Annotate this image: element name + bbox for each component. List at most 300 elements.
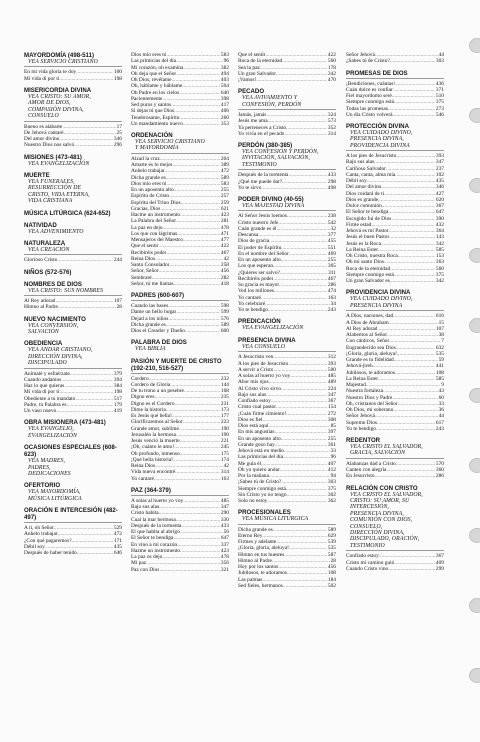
hymn-number: 398 — [220, 95, 229, 102]
section-heading: ORACIÓN E INTERCESIÓN (482-497) — [24, 507, 118, 522]
cross-reference: DEDICACIONES — [28, 470, 71, 477]
index-section — [24, 316, 122, 336]
hymn-title: Hazme un instrumento — [131, 547, 181, 554]
leader-dots — [174, 281, 220, 287]
binder-hole — [469, 458, 480, 473]
index-section — [24, 482, 122, 502]
binder-hole — [469, 668, 480, 683]
hymn-title: Tenebrosame, Espíritu — [131, 114, 180, 121]
hymn-title: Canten con alegría — [346, 467, 387, 474]
hymn-title: Oh, háblame y háblame — [131, 83, 183, 90]
hymn-title: Recibiréis poder — [131, 249, 167, 256]
hymn-number: 616 — [435, 313, 444, 320]
hymn-number: 347 — [327, 391, 336, 398]
cross-reference: VEA CRISTO: SUS NOMBRES — [28, 287, 104, 294]
hymn-number: 441 — [435, 363, 444, 370]
hymn-title: ¿Qué me puede dar? — [238, 178, 283, 185]
cross-reference: VEA CREACIÓN — [28, 246, 70, 253]
hymn-title: Himno al Padre — [238, 557, 272, 564]
hymn-number: 467 — [327, 275, 336, 282]
hymn-title: Siempre conmigo está — [238, 485, 286, 492]
hymn-number: 432 — [435, 221, 444, 228]
hymn-number: 286 — [327, 282, 336, 289]
hymn-title: ¡Gloria, gloria, aleluya! — [238, 545, 289, 552]
cross-reference: VEA MAJESTAD DIVINA — [242, 203, 305, 210]
hymn-title: Oh Padre en los cielos — [131, 89, 180, 96]
heading-rule — [238, 210, 336, 211]
hymn-title: Es Jesús qué bella! — [131, 413, 172, 420]
hymn-number: 456 — [220, 268, 229, 275]
hymn-number: 377 — [327, 232, 336, 239]
heading-rule — [131, 495, 229, 496]
hymn-entry — [131, 328, 229, 334]
hymn-title: Del amor divino — [346, 184, 382, 191]
leader-dots — [283, 583, 327, 589]
hymn-number: 321 — [220, 566, 229, 573]
hymn-number: 25 — [116, 129, 122, 136]
hymn-title: A ti, oh Señor — [24, 525, 54, 532]
hymn-title: El que habita al abrigo — [131, 529, 180, 536]
hymn-number: 108 — [435, 369, 444, 376]
hymn-number: 585 — [435, 246, 444, 253]
hymn-title: Canta, canta, alma mía — [346, 171, 396, 178]
hymn-number: 198 — [113, 75, 122, 82]
hymn-entry — [346, 426, 444, 432]
hymn-number: 168 — [220, 388, 229, 395]
hymn-title: Hoy por los santos — [238, 564, 279, 571]
cross-reference: PROVIDENCIA DIVINA — [350, 142, 410, 149]
hymn-title: La paz en dejo — [131, 224, 163, 231]
cross-reference: VEA CRISTO EL SALVADOR, — [350, 491, 423, 498]
hymn-title: Anhelo trabajar — [131, 168, 165, 175]
hymn-number: 173 — [220, 406, 229, 413]
hymn-number: 471 — [220, 230, 229, 237]
hymn-number: 504 — [220, 83, 229, 90]
hymn-title: En un aposento alto — [131, 187, 174, 194]
index-section — [131, 132, 229, 287]
hymn-number: 477 — [220, 237, 229, 244]
index-section — [24, 240, 122, 264]
hymn-number: 299 — [435, 565, 444, 572]
leader-dots — [57, 257, 113, 263]
cross-reference: VEA MÚSICA LITÚRGICA — [242, 516, 309, 523]
hymn-title: A los pies de Jesucristo — [346, 153, 397, 160]
index-section — [131, 292, 229, 334]
hymn-number: 367 — [327, 398, 336, 404]
leader-dots — [74, 142, 113, 148]
hymn-title: Ved los millones — [238, 288, 274, 295]
hymn-title: Un día Cristo volverá — [346, 111, 393, 118]
hymn-title: Ahor mis ojos — [238, 379, 269, 386]
hymn-title: Digno eres — [131, 394, 155, 401]
hymn-title: Cariñoso Salvador — [346, 165, 386, 172]
heading-rule — [346, 550, 444, 551]
hymn-title: Un gran Salvador es — [346, 278, 390, 285]
hymn-number: 175 — [220, 450, 229, 457]
hymn-number: 389 — [220, 162, 229, 169]
hymn-title: Jerusalén la hermosa — [131, 431, 176, 438]
hymn-number: 390 — [435, 215, 444, 222]
hymn-number: 367 — [435, 203, 444, 210]
heading-rule — [346, 150, 444, 151]
hymn-title: Pacientemente — [131, 95, 163, 102]
hymn-title: Espíritu de Cristo — [131, 193, 170, 200]
hymn-entry — [24, 142, 122, 148]
binder-hole — [469, 178, 480, 193]
cross-reference: RESURRECCIÓN DE — [28, 185, 82, 192]
heading-rule — [238, 169, 336, 170]
cross-reference: VEA BIBLIA — [135, 346, 166, 353]
hymn-title: Engrandecido sea Dios — [346, 344, 396, 351]
hymn-title: Glorioso Cristo — [24, 257, 58, 264]
hymn-number: 494 — [220, 70, 229, 77]
hymn-title: Dicha grande es — [131, 321, 166, 328]
cross-reference: INTERCESIÓN, — [350, 504, 390, 511]
section-heading: OBEDIENCIA — [24, 340, 63, 348]
hymn-title: En un aposento alto — [238, 435, 281, 442]
hymn-number: 337 — [220, 541, 229, 548]
hymn-title: Débil soy — [346, 178, 367, 185]
heading-rule — [24, 522, 122, 523]
hymn-title: El Señor te bendiga — [131, 535, 174, 542]
hymn-title: Oh deja que el Señor — [131, 70, 177, 77]
hymn-title: Señor, tú me llamas — [131, 280, 174, 287]
hymn-number: 589 — [220, 174, 229, 181]
hymn-number: 231 — [220, 400, 229, 407]
hymn-number: 163 — [327, 294, 336, 301]
hymn-number: 245 — [220, 444, 229, 451]
hymn-title: Sembraré — [131, 274, 152, 281]
hymn-number: 576 — [220, 315, 229, 322]
hymn-title: Oh mi santo Dios — [346, 259, 384, 266]
hymn-number: 535 — [327, 545, 336, 552]
hymn-number: 585 — [435, 375, 444, 382]
hymn-entry — [131, 281, 229, 287]
section-heading: NATIVIDAD — [24, 221, 57, 229]
cross-reference: PADRES, — [28, 464, 51, 471]
hymn-title: Jubilosos, te adoramos — [346, 369, 395, 376]
hymn-title: Mi paz — [131, 560, 147, 567]
hymn-number: 407 — [327, 460, 336, 467]
leader-dots — [58, 304, 116, 310]
hymn-title: Fiel mayordomo seré — [346, 93, 392, 99]
hymn-title: Himno al Padre — [24, 304, 58, 311]
hymn-title: En mis angustias — [238, 429, 275, 436]
hymn-title: Después de la tormenta — [131, 522, 182, 529]
section-heading: OCASIONES ESPECIALES (608-623) — [24, 444, 117, 459]
index-section — [238, 142, 336, 191]
hymn-number: 59 — [438, 357, 444, 364]
cross-reference: TESTIMONIO — [350, 542, 385, 549]
hymn-number: 330 — [220, 516, 229, 523]
hymn-number: 371 — [435, 86, 444, 93]
hymn-number: 260 — [220, 114, 229, 121]
hymn-title: Amarte es lo mejor — [131, 162, 173, 169]
hymn-number: 44 — [438, 413, 444, 420]
hymn-title: Cordero — [131, 375, 149, 382]
hymn-number: 379 — [113, 370, 122, 377]
hymn-title: Al Rey adorad — [346, 325, 378, 332]
hymn-number: 102 — [435, 171, 444, 178]
leader-dots — [376, 426, 435, 432]
hymn-number: 478 — [220, 224, 229, 231]
hymn-title: Sed fieles, hermanos — [238, 582, 283, 589]
hymn-number: 108 — [327, 570, 336, 577]
hymn-number: 422 — [327, 52, 336, 58]
hymn-title: Débil soy — [24, 543, 45, 550]
hymn-title: Al Cristo vivo sirvo — [238, 385, 281, 392]
hymn-number: 362 — [327, 498, 336, 504]
hymn-number: 474 — [327, 288, 336, 295]
index-section — [24, 444, 122, 477]
heading-rule — [24, 368, 122, 369]
hymn-number: 583 — [220, 52, 229, 58]
hymn-title: Alzad la cruz — [131, 155, 160, 162]
hymn-number: 296 — [113, 142, 122, 149]
hymn-title: Siempre conmigo está — [346, 271, 394, 278]
hymn-title: Cristo mi camino guió — [346, 559, 395, 566]
hymn-number: 244 — [113, 257, 122, 264]
hymn-number: 42 — [223, 255, 229, 262]
index-column-1 — [24, 52, 122, 561]
index-section — [24, 269, 122, 276]
section-heading: PALABRA DE DIOS — [131, 339, 187, 347]
binder-hole — [469, 318, 480, 333]
hymn-title: Solo no estoy — [238, 498, 268, 504]
hymn-number: 500 — [327, 366, 336, 373]
index-section — [131, 52, 229, 127]
hymn-number: 38 — [438, 332, 444, 339]
leader-dots — [388, 566, 435, 572]
hymn-title: Roca de la eternidad — [238, 58, 283, 65]
hymn-title: Bajo sus alas — [131, 504, 160, 511]
cross-reference: VEA MADRES, — [28, 458, 66, 465]
hymn-number: 60 — [438, 394, 444, 401]
hymn-number: 171 — [113, 537, 122, 544]
hymn-title: A solas al huerto yo voy — [238, 373, 291, 379]
hymn-entry — [131, 476, 229, 482]
hymn-title: La paz os dejo — [131, 554, 163, 561]
hymn-number: 237 — [435, 165, 444, 172]
hymn-title: El Señor te bendiga — [346, 209, 389, 216]
hymn-title: Recibiréis poder — [238, 275, 274, 282]
hymn-title: Reina Dios — [131, 463, 156, 470]
hymn-number: 28 — [116, 304, 122, 311]
index-section — [24, 419, 122, 439]
section-heading: PAZ (364-379) — [131, 486, 171, 494]
hymn-title: A Dios de Abraham — [346, 319, 389, 326]
hymn-title: A Dios, naciones, dad — [346, 313, 394, 320]
hymn-title: Mi corazón, oh examina — [131, 64, 184, 71]
cross-reference: DIRECCIÓN DIVINA, — [28, 353, 83, 360]
cross-reference: DISCIPULADO — [28, 360, 67, 367]
hymn-title: Oh, cristianos del Señor — [346, 400, 398, 407]
hymn-title: Nuestro Dios nos salvó — [24, 142, 75, 149]
hymn-number: 15 — [438, 319, 444, 326]
heading-rule — [238, 351, 336, 352]
hymn-number: 517 — [113, 395, 122, 402]
section-heading: PROTECCIÓN DIVINA — [346, 123, 409, 130]
hymn-number: 221 — [220, 438, 229, 445]
cross-reference: VEA CONVERSIÓN, — [28, 322, 79, 329]
cross-reference: VEA EVANGELIO, — [28, 426, 74, 433]
hymn-title: Dios mío eres tú — [131, 180, 167, 187]
hymn-title: Bajo sus alas — [346, 159, 375, 166]
index-section — [24, 154, 122, 167]
binder-hole — [469, 108, 480, 123]
hymn-number: 417 — [220, 102, 229, 108]
hymn-number: 342 — [435, 240, 444, 247]
hymn-title: Dicha grande es — [238, 526, 273, 533]
cross-reference: SALVACIÓN — [28, 328, 59, 335]
hymn-title: ¡Qué bella historia! — [131, 456, 173, 463]
hymn-number: 352 — [327, 124, 336, 131]
cross-reference: VEA ANDAR CRISTIANO, — [28, 347, 93, 354]
hymn-title: Sed puros y santos — [131, 102, 172, 108]
hymn-title: Confiado estoy — [346, 553, 379, 560]
index-section — [346, 289, 444, 432]
hymn-number: 7 — [441, 338, 444, 345]
hymn-number: 620 — [435, 196, 444, 203]
hymn-title: Vida nueva encontré — [131, 469, 176, 476]
hymn-number: 96 — [223, 58, 229, 65]
hymn-title: Dejad a los niños — [131, 315, 169, 322]
hymn-title: Descansa — [238, 232, 259, 239]
heading-rule — [238, 109, 336, 110]
hymn-title: Oh yo quiero andar — [238, 466, 280, 473]
section-heading: PROCESIONALES — [238, 509, 291, 517]
hymn-title: Jesús es la Roca — [346, 240, 381, 247]
hymn-number: 647 — [220, 535, 229, 542]
section-heading: PERDÓN (380-385) — [238, 142, 293, 150]
hymn-number: 472 — [220, 168, 229, 175]
hymn-number: 535 — [435, 350, 444, 357]
hymn-title: Confiado estoy — [238, 398, 271, 404]
index-section — [238, 337, 336, 504]
hymn-number: 235 — [220, 394, 229, 401]
hymn-number: 33 — [438, 400, 444, 407]
cross-reference: COMPASIÓN DIVINA, — [28, 106, 84, 113]
hymn-title: La Palabra del Señor — [131, 218, 177, 225]
leader-dots — [268, 307, 327, 313]
hymn-title: Jehová es mi Pastor — [346, 228, 389, 235]
hymn-number: 423 — [220, 547, 229, 554]
cross-reference: VEA MAYORDOMÍA, — [28, 489, 81, 496]
index-section — [238, 196, 336, 313]
hymn-number: 472 — [113, 531, 122, 538]
hymn-title: Hacme un instrumento — [131, 212, 181, 219]
cross-reference: AMOR DE DIOS, — [28, 100, 71, 107]
cross-reference: VEA CONFESIÓN Y PERDÓN, — [242, 149, 319, 156]
hymn-entry — [24, 550, 122, 556]
hymn-title: Cuando las bases — [131, 303, 169, 310]
index-section — [346, 485, 444, 572]
heading-rule — [346, 458, 444, 459]
hymn-title: Ya perteneces a Cristo — [238, 124, 287, 131]
hymn-number: 423 — [220, 212, 229, 219]
hymn-number: 570 — [435, 460, 444, 467]
hymn-number: 312 — [327, 354, 336, 361]
hymn-title: Oh Cristo, nuestra Roca — [346, 253, 398, 260]
hymn-title: Sea la paz — [238, 64, 260, 71]
hymn-title: Las primicias del día — [238, 454, 284, 461]
leader-dots — [390, 58, 435, 64]
hymn-title: Dios es grande — [346, 196, 379, 203]
hymn-number: 33 — [330, 448, 336, 454]
hymn-title: Su gracia es mayor — [238, 282, 280, 289]
hymn-number: 629 — [327, 532, 336, 539]
cross-reference: VEA EVANGELIZACIÓN — [242, 325, 304, 332]
cross-reference: COMUNIÓN CON DIOS, — [350, 517, 413, 524]
index-section — [24, 172, 122, 205]
hymn-title: Animaté y esfuérzate — [24, 370, 70, 377]
hymn-title: Yo te bendigo — [238, 307, 269, 314]
cross-reference: TESTIMONIO — [242, 161, 277, 168]
hymn-entry — [346, 112, 444, 118]
hymn-number: 600 — [220, 328, 229, 335]
leader-dots — [393, 112, 435, 118]
hymn-number: 375 — [435, 99, 444, 106]
hymn-number: 646 — [113, 550, 122, 557]
hymn-title: Bajo sus alas — [238, 391, 267, 398]
section-heading: REDENTOR — [346, 437, 381, 445]
hymn-title: ¿Con qué pagaremos? — [24, 537, 72, 544]
hymn-number: 28 — [330, 557, 336, 564]
hymn-title: Mi vida di por ti — [24, 75, 60, 82]
section-heading: OBRA MISIONERA (473-481) — [24, 419, 106, 427]
index-section — [24, 52, 122, 82]
hymn-number: 163 — [220, 475, 229, 482]
hymn-title: A los pies de Jesucristo — [238, 360, 289, 367]
cross-reference: VIDA CRISTIANA — [28, 198, 73, 205]
binder-hole — [469, 388, 480, 403]
hymn-number: 467 — [220, 249, 229, 256]
cross-reference: PRESENCIA DIVINA, — [350, 136, 404, 143]
hymn-number: 298 — [327, 178, 336, 185]
leader-dots — [185, 328, 220, 334]
leader-dots — [375, 473, 435, 479]
hymn-title: Si dejas tú que Dios — [131, 108, 175, 115]
hymn-title: ¡Oh, cuánto le amo! — [131, 444, 175, 451]
hymn-number: 640 — [220, 89, 229, 96]
hymn-title: Obediente a tu mandato — [24, 395, 76, 402]
cross-reference: VEA ADVENIMIENTO — [28, 228, 84, 235]
binder-hole — [469, 598, 480, 613]
hymn-number: 179 — [113, 401, 122, 408]
leader-dots — [154, 476, 220, 482]
index-section — [24, 507, 122, 556]
cross-reference: VEA FUNERALES, — [28, 178, 75, 185]
cross-reference: VEA SERVICIO CRISTIANO — [135, 139, 205, 145]
hymn-title: Eterno Rey — [238, 532, 263, 539]
hymn-title: Oh Dios, mi soberano — [346, 407, 394, 414]
index-section — [24, 222, 122, 235]
hymn-title: Supremo Dios — [346, 419, 377, 426]
hymn-number: 107 — [435, 325, 444, 332]
hymn-number: 190 — [220, 431, 229, 438]
hymn-number: 363 — [435, 259, 444, 266]
cross-reference: VEA CONSUELO — [242, 343, 286, 350]
hymn-title: En un aposento alto — [238, 257, 281, 264]
hymn-title: Digno es el Cordero — [131, 400, 175, 407]
hymn-title: Grande amor, sublime — [131, 425, 179, 432]
cross-reference: VEA CUIDADO DIVINO, — [350, 296, 413, 303]
hymn-title: Alabemos al Señor — [346, 332, 388, 339]
hymn-entry — [238, 185, 336, 191]
hymn-entry — [131, 567, 229, 573]
hymn-title: Santo Consolador — [131, 262, 170, 269]
hymn-number: 403 — [220, 77, 229, 83]
